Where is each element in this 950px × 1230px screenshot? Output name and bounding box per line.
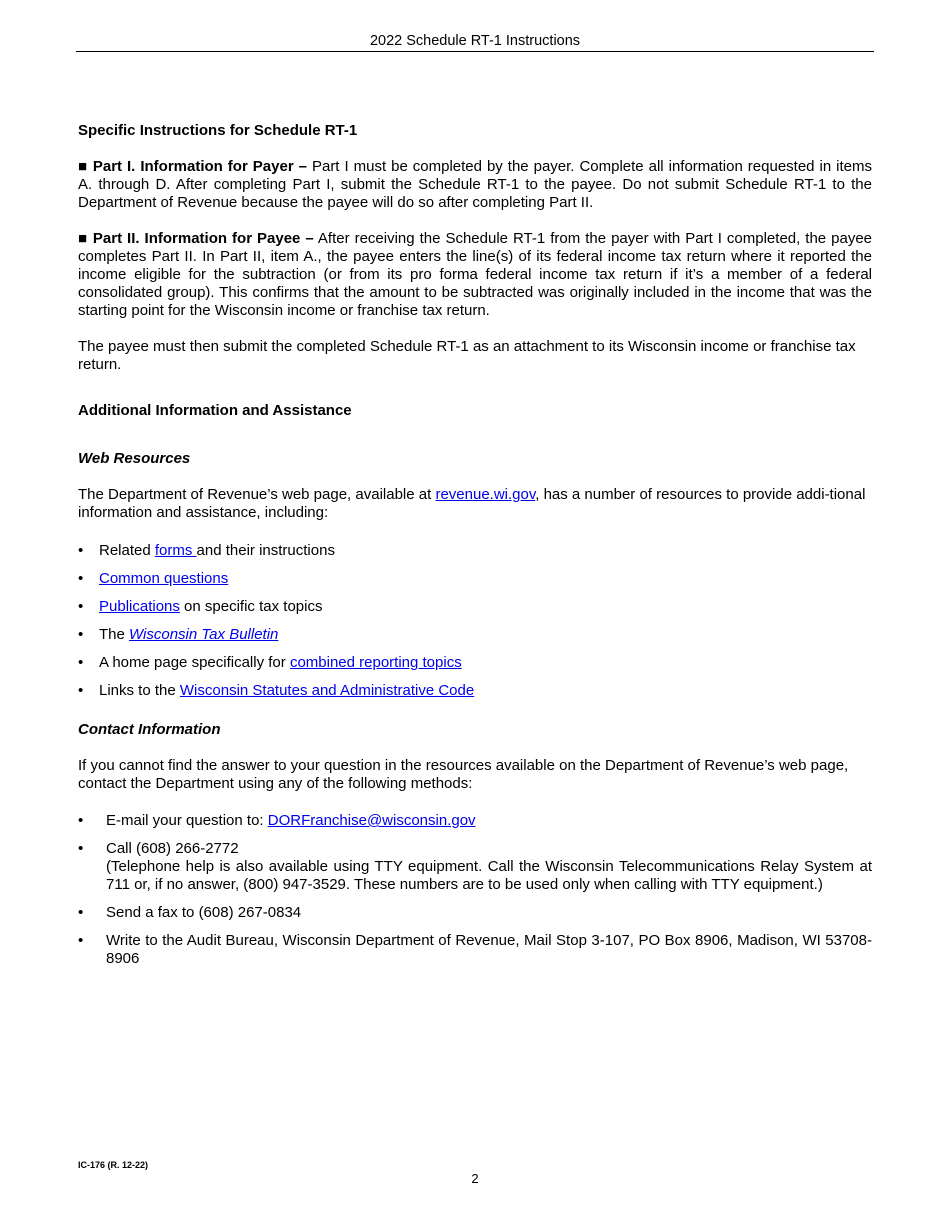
contact-intro: If you cannot find the answer to your question in the resources available on the Department of Revenue’s web page, contact the Department using any of the following methods: [78,757,849,792]
page-number: 2 [471,1171,479,1186]
publications-link[interactable]: Publications [99,598,180,615]
revenue-site-link[interactable]: revenue.wi.gov [435,486,536,503]
web-intro-text-after: , has a number of resources to provide addi-tional information and assistance, including: [78,486,866,521]
form-code: IC-176 (R. 12-22) [78,1160,149,1170]
page-header: 2022 Schedule RT-1 Instructions [76,32,874,52]
bullet-icon: • [78,598,84,615]
section-heading-specific-instructions: Specific Instructions for Schedule RT-1 [78,122,358,139]
item-text: on specific tax topics [179,598,323,615]
combined-reporting-link[interactable]: combined reporting topics [289,654,462,671]
contact-info-heading: Contact Information [78,721,221,738]
bullet-icon: • [78,904,84,921]
list-item-fax [78,904,872,922]
item-text: Related [99,542,155,559]
part2-lead: ■ Part II. Information for Payee – [78,230,314,247]
forms-link[interactable]: forms [154,542,197,559]
web-resources-list [78,542,872,700]
list-item [78,542,872,560]
part2-paragraph [78,230,872,320]
bullet-icon: • [78,932,84,949]
bullet-icon: • [78,570,84,587]
list-item-call [78,840,872,894]
list-item [78,654,872,672]
call-text: Call (608) 266-2772 [106,840,239,857]
bullet-icon: • [78,840,84,857]
web-resources-heading: Web Resources [78,450,191,467]
item-text: Links to the [99,682,180,699]
web-resources-intro [78,486,872,522]
web-intro-text: The Department of Revenue’s web page, available at [78,486,436,503]
list-item [78,682,872,700]
email-label: E-mail your question to: [106,812,268,829]
bullet-icon: • [78,812,84,829]
section-heading-additional-info: Additional Information and Assistance [78,402,352,419]
list-item [78,570,872,588]
bullet-icon: • [78,626,84,643]
list-item-write [78,932,872,968]
item-text: and their instructions [196,542,335,559]
part1-text: Part I must be completed by the payer. Complete all information requested in items A. through D. After completing Part I, submit the Schedule RT-1 to the payee. Do not submit Schedule RT-1 to the Department of Revenue because the payee will do so after completing Part II. [78,158,872,211]
statutes-link[interactable]: Wisconsin Statutes and Administrative Code [179,682,475,699]
mailing-address: Write to the Audit Bureau, Wisconsin Department of Revenue, Mail Stop 3-107, PO Box 8906, Madison, WI 53708-8906 [106,932,872,967]
list-item-email [78,812,872,830]
bullet-icon: • [78,654,84,671]
email-link[interactable]: DORFranchise@wisconsin.gov [267,812,476,829]
bullet-icon: • [78,542,84,559]
tty-note: (Telephone help is also available using TTY equipment. Call the Wisconsin Telecommunications Relay System at 711 or, if no answer, (800) 947-3529. These numbers are to be used only when calling with TTY equipment.) [106,858,872,893]
list-item [78,598,872,616]
item-text: The [99,626,130,643]
part1-lead: ■ Part I. Information for Payer – [78,158,307,175]
part1-paragraph [78,158,872,212]
item-text: A home page specifically for [99,654,290,671]
contact-methods-list [78,812,872,968]
closing-paragraph: The payee must then submit the completed Schedule RT-1 as an attachment to its Wisconsin income or franchise tax return. [78,338,856,373]
document-body [78,122,872,978]
fax-text: Send a fax to (608) 267-0834 [106,904,302,921]
common-questions-link[interactable]: Common questions [99,570,229,587]
bullet-icon: • [78,682,84,699]
tax-bulletin-link[interactable]: Wisconsin Tax Bulletin [129,626,279,643]
list-item [78,626,872,644]
part2-text: After receiving the Schedule RT-1 from the payer with Part I completed, the payee completes Part II. In Part II, item A., the payee enters the line(s) of its federal income tax return where it reported the income eligible for the subtraction (or from its pro forma federal income tax return if it’s a member of a federal consolidated group). This confirms that the amount to be subtracted was originally included in the income that was the starting point for the Wisconsin income or franchise tax return. [78,230,873,319]
